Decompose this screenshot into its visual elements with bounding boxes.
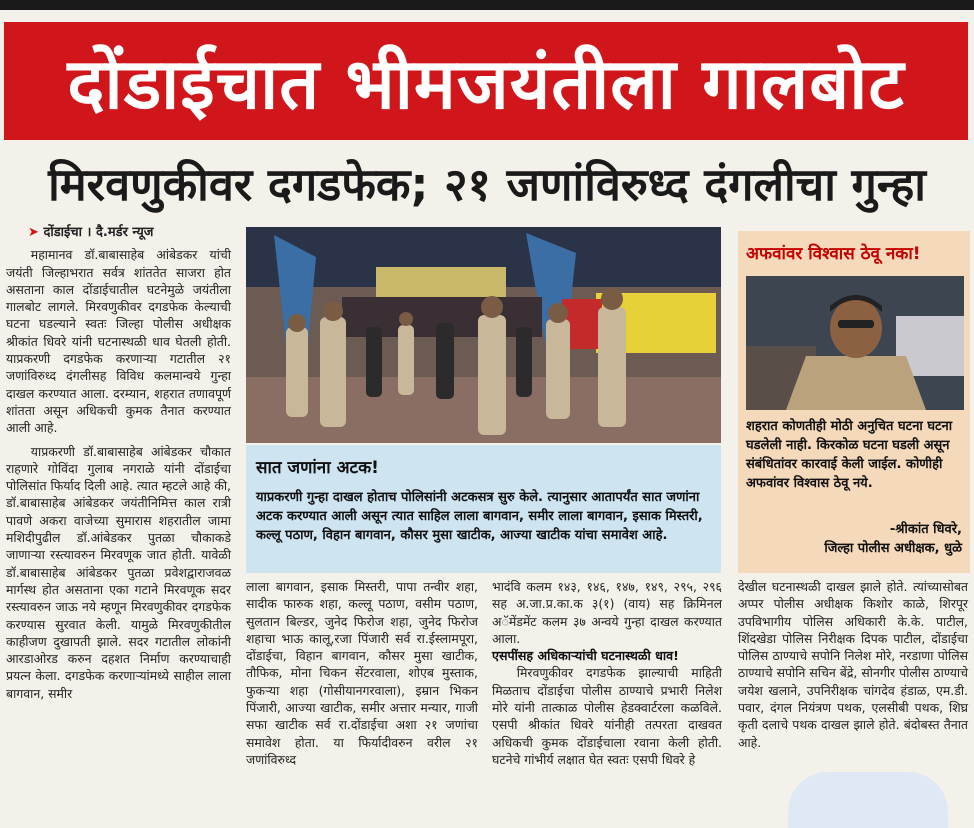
- signature: [824, 520, 962, 558]
- paragraph: देखील घटनास्थळी दाखल झाले होते. त्यांच्यासोबत अप्पर पोलीस अधीक्षक किशोर काळे, शिरपूर उपविभागीय पोलिस अधिकारी के.के. पाटील, शिंदखेडा पोलिस निरीक्षक दिपक पाटील, दोंडाईचा पोलिस ठाण्याचे सपोनि निलेश मोरे, नरडाणा पोलिस ठाण्याचे सपोनि सचिन बेंद्रे, सोनगीर पोलीस ठाण्याचे जयेश खलाने, उपनिरीक्षक चांगदेव हंडाळ, एम.डी. पवार, दंगल नियंत्रण पथक, एलसीबी पथक, शिघ्र कृती दलाचे पथक दाखल झाले होते. बंदोबस्त तैनात आहे.: [738, 579, 968, 750]
- paragraph: याप्रकरणी डॉ.बाबासाहेब आंबेडकर चौकात राहणारे गोविंदा गुलाब नगराळे यांनी दोंडाईचा पोलिसांत फिर्याद दिली आहे. त्यात म्हटले आहे की, डॉ.बाबासाहेब आंबेडकर जयंतीनिमित्त काल रात्री पावणे अकरा वाजेच्या सुमारास शहरातील जामा मशिदीपुढील डॉ.आंबेडकर पुतळा चौकाकडे जाणाऱ्या रस्त्यावरुन मिरवणूक जात होती. यावेळी डॉ.बाबासाहेब आंबेडकर पुतळा प्रवेशद्वाराजवळ मार्गस्थ होत असताना एका गटाने मिरवणूक सदर रस्त्यावरुन जाऊ नये म्हणून मिरवणुकीवर दगडफेक करण्यास सुरवात केली. यामुळे मिरवणुकीतील काहीजण दुखापती झाले. सदर गटातील लोकांनी आरडाओरड करुन दहशत निर्माण करण्याचाही प्रयत्न केला. दगडफेक करणाऱ्यांमध्ये साहील लाला बागवान, समीर: [6, 443, 231, 701]
- officer-photo: [746, 276, 964, 410]
- article-column-3: [492, 578, 722, 768]
- screen-overlay: [788, 772, 948, 828]
- headline: दोंडाईचात भीमजयंतीला गालबोट: [4, 22, 968, 140]
- top-border: [0, 0, 974, 10]
- paragraph: मिरवणुकीवर दगडफेक झाल्याची माहिती मिळताच दोंडाईचा पोलीस ठाण्याचे प्रभारी निलेश मोरे यांनी तात्काळ पोलीस हेडक्वार्टरला कळविले. एसपी श्रीकांत धिवरे यांनीही तत्परता दाखवत अधिकची कुमक दोंडाईचाला रवाना केली होती. घटनेचे गांभीर्य लक्षात घेत स्वतः एसपी धिवरे हे: [492, 665, 722, 767]
- paragraph: महामानव डॉ.बाबासाहेब आंबेडकर यांची जयंती जिल्हाभरात सर्वत्र शांततेत साजरा होत असताना काल दोंडाईचातील घटनेमुळे जयंतीला गालबोट लागले. मिरवणुकीवर दगडफेक केल्याची घटना घडल्याने स्वतः जिल्हा पोलीस अधीक्षक श्रीकांत धिवरे यांनी घटनास्थळी धाव घेतली होती. याप्रकरणी दगडफेक करणाऱ्या गटातील २१ जणांविरुध्द दंगलीसह विविध कलमान्वये गुन्हा दाखल करण्यात आला. दरम्यान, शहरात तणावपूर्ण शांतता असून अधिकची कुमक तैनात करण्यात आली आहे.: [6, 247, 231, 436]
- rumor-box-body: शहरात कोणतीही मोठी अनुचित घटना घटना घडलेली नाही. किरकोळ घटना घडली असून संबंधितांवर कारवाई केली जाईल. कोणीही अफवांवर विश्वास ठेवू नये.: [746, 419, 953, 491]
- signature-title: जिल्हा पोलीस अधीक्षक, धुळे: [824, 541, 962, 556]
- article-column-1: [6, 224, 231, 702]
- signature-name: -श्रीकांत धिवरे,: [889, 522, 962, 537]
- arrow-icon: ➤: [28, 225, 39, 240]
- article-column-4: [738, 578, 968, 751]
- arrest-box-body: याप्रकरणी गुन्हा दाखल होताच पोलिसांनी अटकसत्र सुरु केले. त्यानुसार आतापर्यंत सात जणांना अटक करण्यात आली असून त्यात साहिल लाला बागवान, समीर लाला बागवान, इसाक मिस्तरी, कल्लू पठाण, विहान बागवान, कौसर मुसा खाटीक, आज्या खाटीक यांचा समावेश आहे.: [256, 490, 703, 543]
- police-photo: [246, 227, 721, 443]
- paragraph: लाला बागवान, इसाक मिस्तरी, पापा तन्वीर शहा, सादीक फारुक शहा, कल्लू पठाण, वसीम पठाण, सुलतान बिल्डर, जुनेद फिरोज शहा, जुनेद फिरोज शहाचा भाऊ कालू,रजा पिंजारी सर्व रा.ईस्लामपूरा, दोंडाईचा, विहान बागवान, कौसर मुसा खाटीक, तौफिक, मोना चिकन सेंटरवाला, शोएब मुस्ताक, फुकऱ्या शहा (गोसीयानगरवाला), इम्रान भिकन पिंजारी, आज्या खाटीक, समीर अत्तार मन्यार, गाजी सफा खाटीक सर्व रा.दोंडाईचा अशा २१ जणांचा समावेश होता. या फिर्यादीवरुन वरील २१ जणांविरुध्द: [246, 579, 478, 767]
- paragraph: भादंवि कलम १४३, १४६, १४७, १४९, २९५, २९६ सह अ.जा.प्र.का.क ३(१) (वाय) सह क्रिमिनल अॅमेंडमेंट कलम ३७ अन्वये गुन्हा दाखल करण्यात आला.: [492, 579, 722, 646]
- arrest-box: [246, 445, 721, 573]
- section-subheading: एसपींसह अधिकाऱ्यांची घटनास्थळी धाव!: [492, 648, 679, 664]
- subheadline: मिरवणुकीवर दगडफेक; २१ जणांविरुध्द दंगलीचा गुन्हा: [48, 157, 926, 211]
- arrest-box-title: सात जणांना अटक!: [256, 458, 379, 478]
- rumor-box-title: अफवांवर विश्वास ठेवू नका!: [746, 244, 921, 264]
- dateline: [6, 224, 231, 241]
- dateline-text: दोंडाईचा । दै.मर्डर न्यूज: [43, 225, 154, 240]
- article-column-2: [246, 578, 478, 768]
